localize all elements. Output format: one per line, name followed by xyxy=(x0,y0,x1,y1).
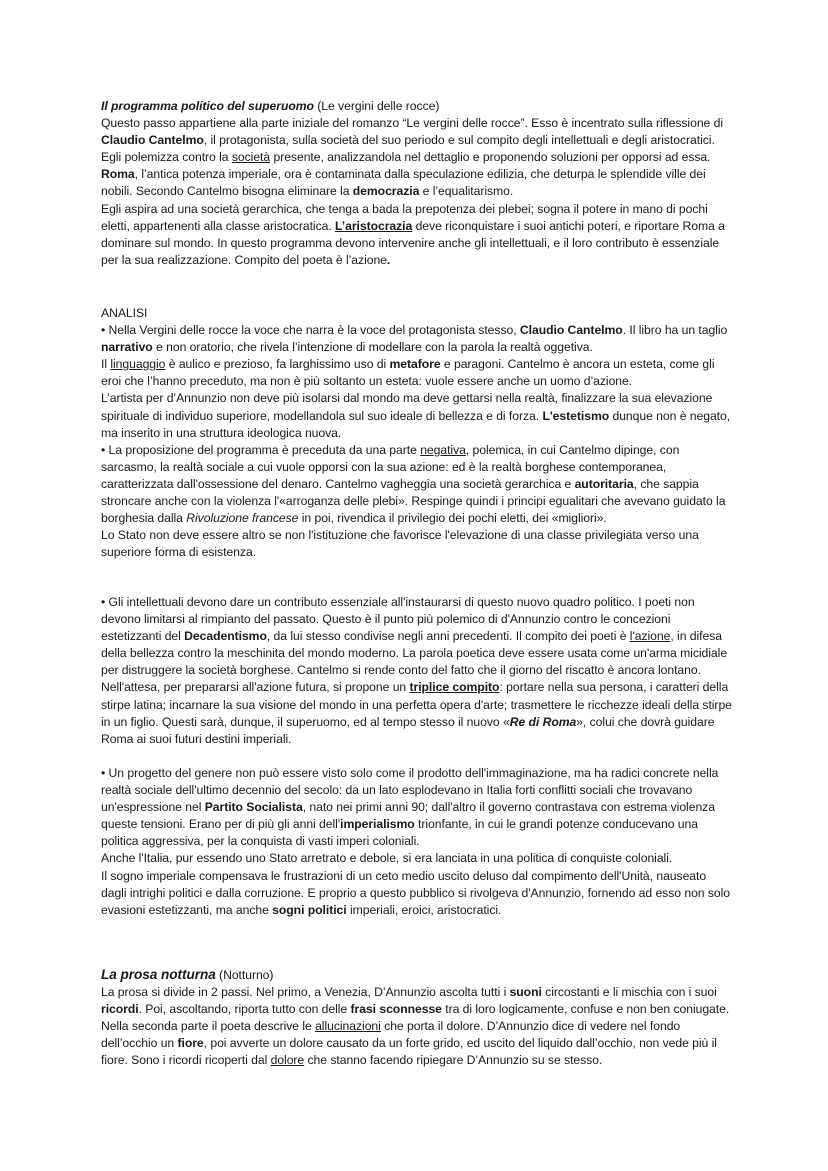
section-title: La prosa notturna (Notturno) xyxy=(101,967,274,982)
paragraph: Anche l'Italia, pur essendo uno Stato arretrato e debole, si era lanciata in una politica di conquiste coloniali. xyxy=(101,851,673,866)
section-intellettuali xyxy=(101,594,733,748)
paragraph: Lo Stato non deve essere altro se non l'istituzione che favorisce l'elevazione di una classe privilegiata verso una superiore forma di esistenza. xyxy=(101,528,699,560)
section-heading: ANALISI xyxy=(101,306,148,320)
bullet-paragraph: • Un progetto del genere non può essere visto solo come il prodotto dell'immaginazione, ma ha radici concrete nella realtà sociale dell'ultimo decennio del secolo: da un lato esplodevano in Italia forti conflitti sociali che trovavano un'espressione nel Partito Socialista, nato nei primi anni 90; dall'altro il governo contrastava con estrema violenza queste tensioni. Erano per di più gli anni dell'imperialismo trionfante, in cui le grandi potenze conducevano una politica aggressiva, per la conquista di vasti imperi coloniali. xyxy=(101,766,719,849)
section-title: Il programma politico del superuomo (Le vergini delle rocce) xyxy=(101,99,440,113)
paragraph: Il sogno imperiale compensava le frustrazioni di un ceto medio uscito deluso dal compimento dell'Unità, nauseato dagli intrighi politici e dalla corruzione. E proprio a questo pubblico si rivolgeva d'Annunzio, fornendo ad esso non solo evasioni estetizzanti, ma anche sogni politici imperiali, eroici, aristocratici. xyxy=(101,868,731,917)
paragraph: L’artista per d’Annunzio non deve più isolarsi dal mondo ma deve gettarsi nella realtà, finalizzare la sua elevazione spirituale di individuo superiore, modellandola sul suo ideale di bellezza e di forza. L'estetismo dunque non è negato, ma inserito in una struttura ideologica nuova. xyxy=(101,391,731,440)
paragraph: La prosa si divide in 2 passi. Nel primo, a Venezia, D’Annunzio ascolta tutti i suoni circostanti e li mischia con i suoi ricordi. Poi, ascoltando, riporta tutto con delle frasi sconnesse tra di loro logicamente, confuse e non ben coniugate. Nella seconda parte il poeta descrive le allucinazioni che porta il dolore. D’Annunzio dice di vedere nel fondo dell’occhio un fiore, poi avverte un dolore causato da un forte grido, ed uscito del liquido dall’occhio, non vede più il fiore. Sono i ricordi ricoperti dal dolore che stanno facendo ripiegare D’Annunzio su se stesso. xyxy=(101,985,730,1068)
section-superuomo xyxy=(101,98,733,269)
paragraph: Il linguaggio è aulico e prezioso, fa larghissimo uso di metafore e paragoni. Cantelmo è ancora un esteta, come gli eroi che l’hanno preceduto, ma non è più soltanto un esteta: vuole essere anche un uomo d’azione. xyxy=(101,357,715,389)
paragraph: Questo passo appartiene alla parte iniziale del romanzo “Le vergini delle rocce”. Esso è incentrato sulla riflessione di Claudio Cantelmo, il protagonista, sulla società del suo periodo e sul compito degli intellettuali e degli aristocratici. Egli polemizza contro la società presente, analizzandola nel dettaglio e proponendo soluzioni per opporsi ad essa. Roma, l’antica potenza imperiale, ora è contaminata dalla speculazione edilizia, che deturpa le splendide ville dei nobili. Secondo Cantelmo bisogna eliminare la democrazia e l’equalitarismo. xyxy=(101,116,723,199)
section-notturno xyxy=(101,966,733,1070)
bullet-paragraph: • Nella Vergini delle rocce la voce che narra è la voce del protagonista stesso, Claudio Cantelmo. Il libro ha un taglio narrativo e non oratorio, che rivela l’intenzione di modellare con la parola la realtà oggetiva. xyxy=(101,323,728,355)
paragraph: Egli aspira ad una società gerarchica, che tenga a bada la prepotenza dei plebei; sogna il potere in mano di pochi eletti, appartenenti alla classe aristocratica. L’aristocrazia deve riconquistare i suoi antichi poteri, e riportare Roma a dominare sul mondo. In questo programma devono intervenire anche gli intellettuali, e il loro contributo è essenziale per la sua realizzazione. Compito del poeta è l’azione. xyxy=(101,201,725,267)
section-analisi xyxy=(101,305,733,561)
bullet-paragraph: • Gli intellettuali devono dare un contributo essenziale all'instaurarsi di questo nuovo quadro politico. I poeti non devono limitarsi al rimpianto del passato. Questo è il punto più polemico di d'Annunzio contro le concezioni estetizzanti del Decadentismo, da lui stesso condivise negli anni precedenti. Il compito dei poeti è l'azione, in difesa della bellezza contro la meschinita del mondo moderno. La parola poetica deve essere usata come un'arma micidiale per distruggere la società borghese. Cantelmo si rende conto del fatto che il giorno del riscatto è ancora lontano. Nell'attesa, per prepararsi all'azione futura, si propone un triplice compito: portare nella sua persona, i caratteri della stirpe latina; incarnare la sua visione del mondo in una perfetta opera d'arte; trasmettere le ricchezze ideali della stirpe in un figlio. Questi sarà, dunque, il superuomo, ed al tempo stesso il nuovo «Re di Roma», colui che dovrà guidare Roma ai suoi futuri destini imperiali. xyxy=(101,595,732,746)
section-progetto xyxy=(101,765,733,919)
bullet-paragraph: • La proposizione del programma è preceduta da una parte negativa, polemica, in cui Cantelmo dipinge, con sarcasmo, la realtà sociale a cui vuole opporsi con la sua azione: ed è la realtà borghese contemporanea, caratterizzata dall'ossessione del denaro. Cantelmo vagheggia una società gerarchica e autoritaria, che sappia stroncare anche con la violenza l'«arroganza delle plebi». Respinge quindi i principi egualitari che avevano guidato la borghesia dalla Rivoluzione francese in poi, rivendica il privilegio dei pochi eletti, dei «migliori». xyxy=(101,442,726,526)
